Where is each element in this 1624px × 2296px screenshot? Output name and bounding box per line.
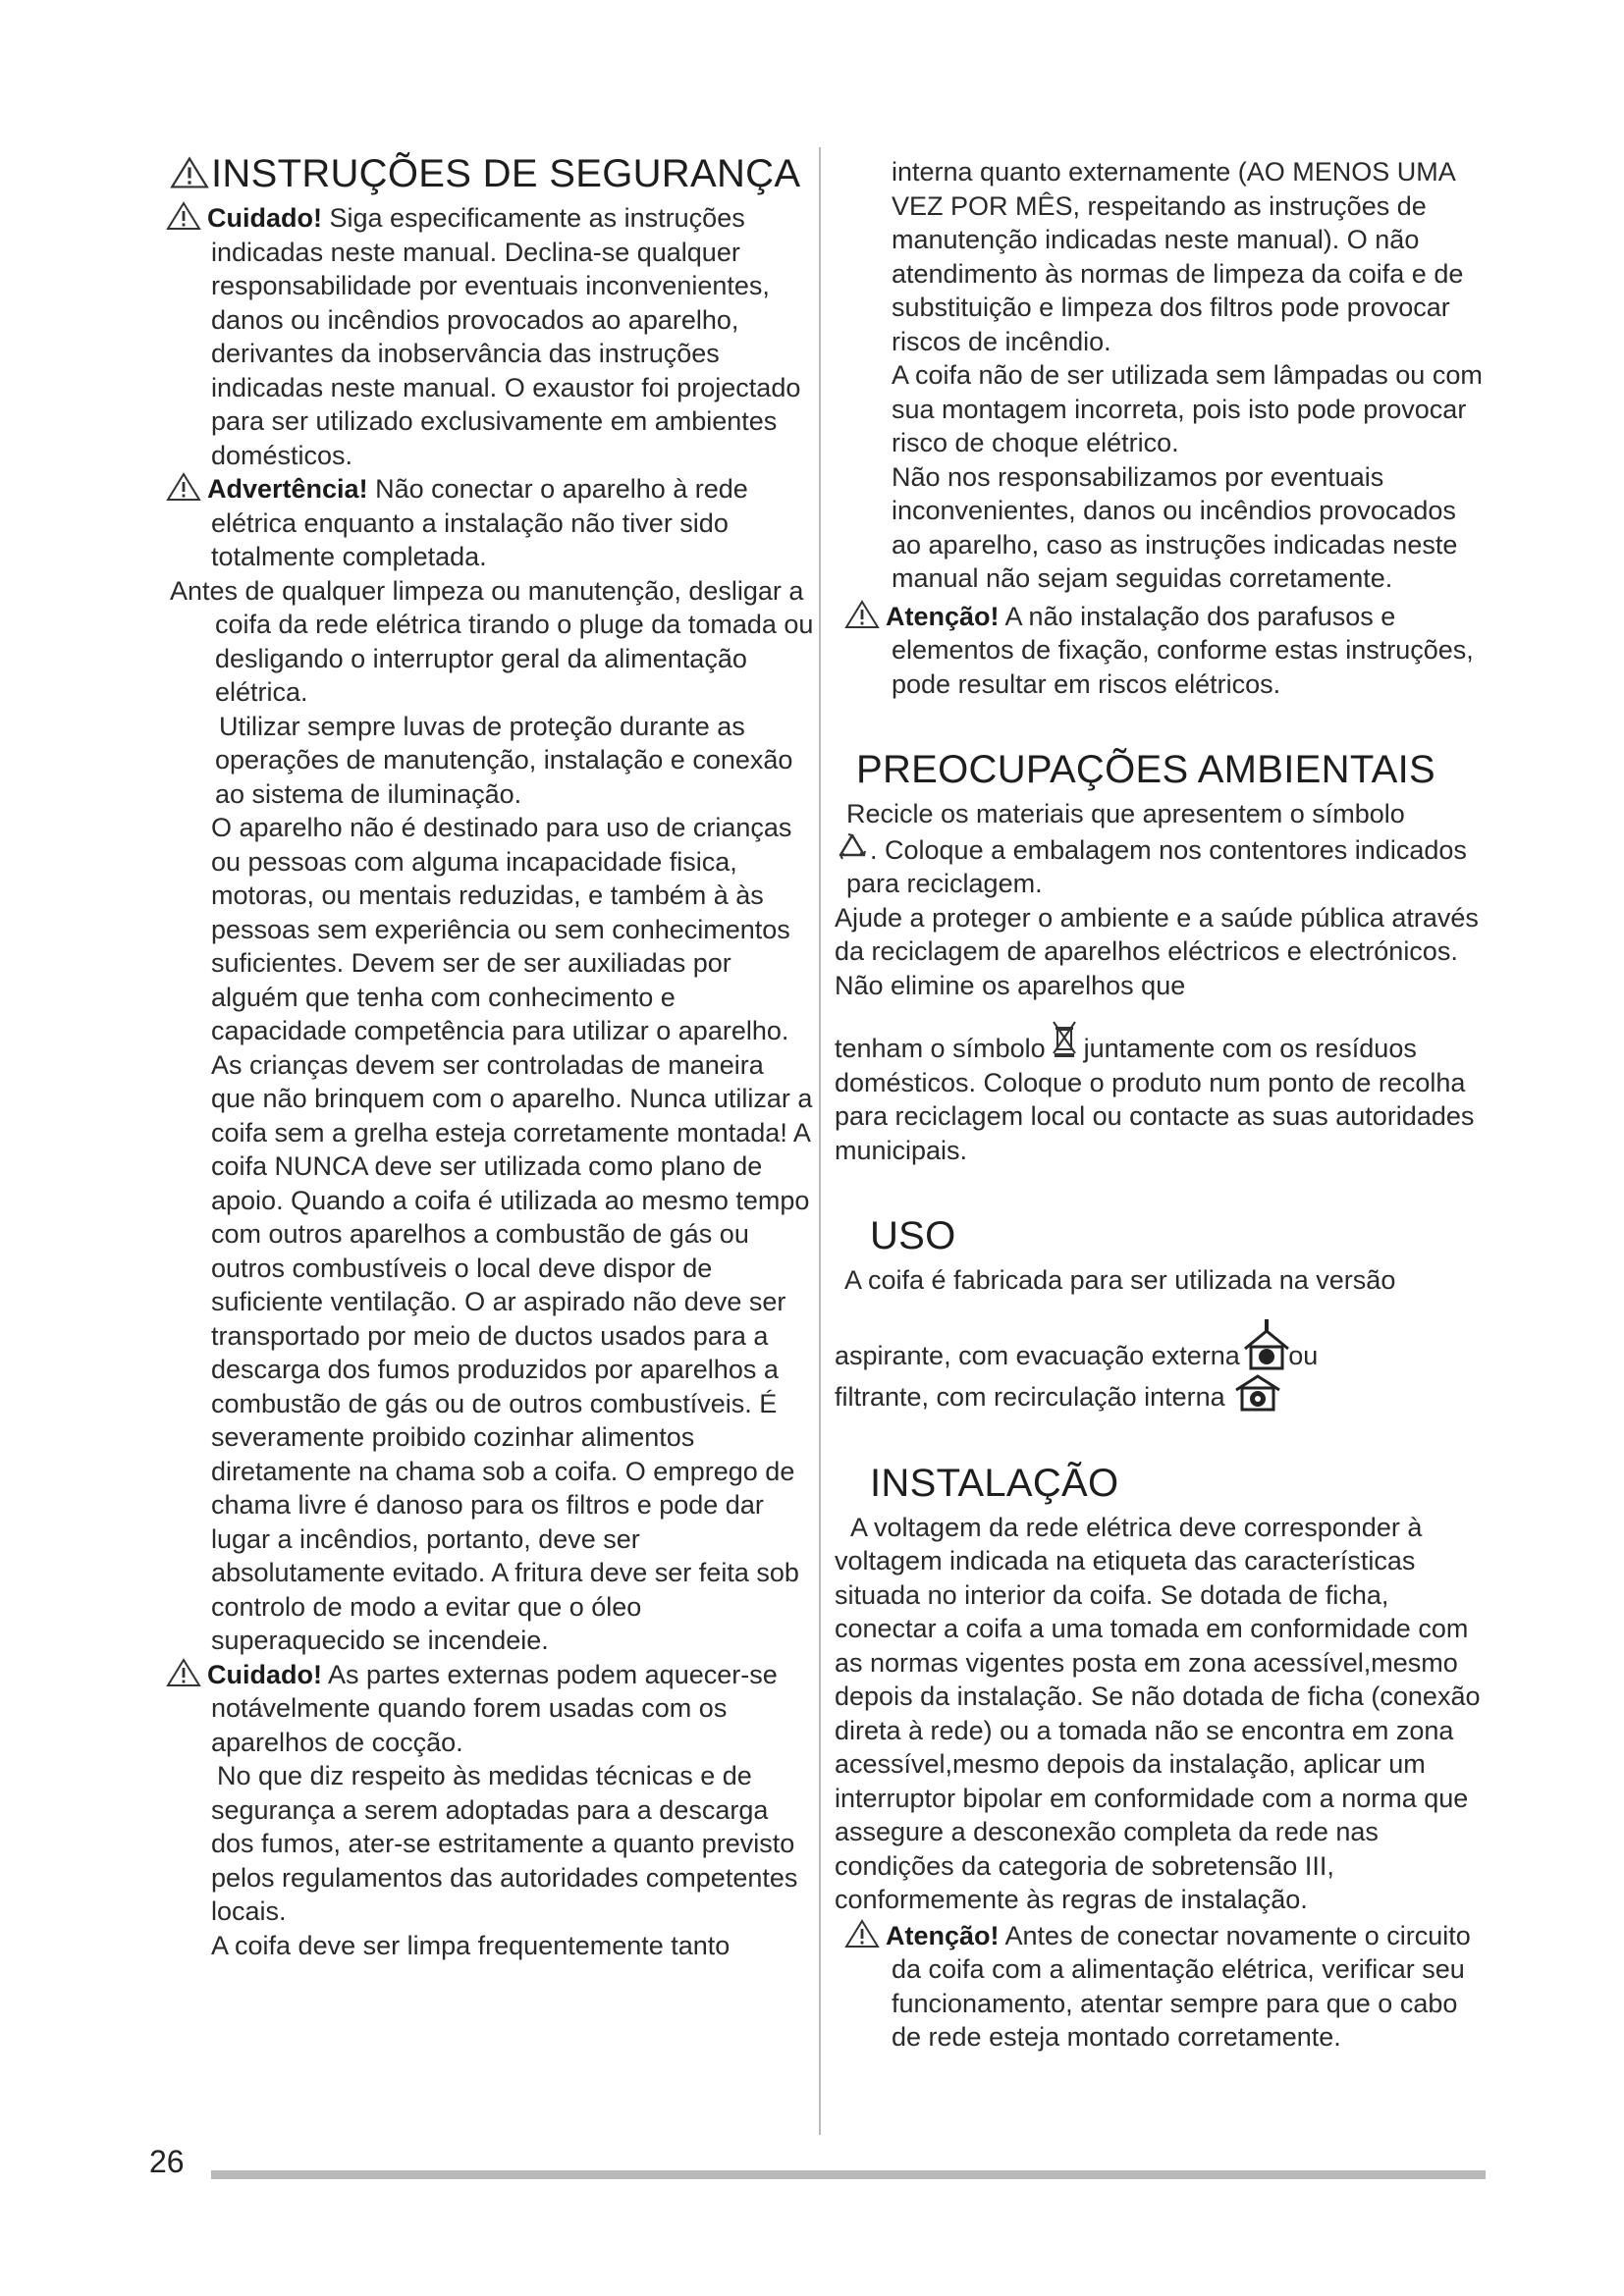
label-cuidado: Cuidado!: [207, 1659, 322, 1689]
atencao-screws-paragraph: [844, 600, 1492, 702]
section-heading-safety: [170, 152, 815, 195]
section-heading-environment: PREOCUPAÇÕES AMBIENTAIS: [856, 748, 1435, 791]
warning-icon: [844, 1919, 880, 1949]
right-column: [835, 155, 1492, 2055]
liability-paragraph: Não nos responsabilizamos por eventuais inconvenientes, danos ou incêndios provocados ao aparelho, caso as instruções indicadas neste manual não sejam seguidas corretamente.: [892, 461, 1458, 593]
warning-icon: [166, 472, 201, 502]
paragraph-text: aspirante, com evacuação externa: [835, 1340, 1240, 1370]
warning-icon: [170, 156, 209, 189]
weee-paragraph: Ajude a proteger o ambiente e a saúde pública através da reciclagem de aparelhos eléctricos e electrónicos. Não elimine os aparelhos que: [835, 902, 1479, 1000]
paragraph-text: . Coloque a embalagem nos contentores indicados para reciclagem.: [846, 834, 1467, 898]
page-number: 26: [149, 2144, 185, 2179]
uso-recirculation: [835, 1372, 1492, 1415]
advertencia-paragraph: [166, 472, 815, 574]
cleaning-continuation: interna quanto externamente (AO MENOS UMA VEZ POR MÊS, respeitando as instruções de manutenção indicadas neste manual). O não atendimento às normas de limpeza da coifa e de substituição e limpeza dos filtros pode provocar riscos de incêndio.: [892, 157, 1464, 356]
crossed-bin-icon: [1051, 1020, 1080, 1059]
label-advertencia: Advertência!: [207, 474, 368, 504]
extraction-mode-icon: [1241, 1319, 1292, 1372]
paragraph-text: tenham o símbolo: [835, 1034, 1046, 1063]
cuidado-hot-paragraph: [166, 1658, 815, 1760]
technical-measures-paragraph: No que diz respeito às medidas técnicas e de segurança a serem adoptadas para a descarga dos fumos, ater-se estritamente a quanto previsto pelos regulamentos das autoridades competentes locais.: [211, 1761, 798, 1926]
section-heading-uso: USO: [870, 1214, 956, 1257]
warning-icon: [844, 600, 880, 629]
section-heading-installation: INSTALAÇÃO: [870, 1461, 1119, 1505]
atencao-install-paragraph: [844, 1919, 1492, 2055]
recycle-icon: [835, 831, 870, 865]
paragraph-text: filtrante, com recirculação interna: [835, 1382, 1225, 1412]
voltage-paragraph: A voltagem da rede elétrica deve corresponder à voltagem indicada na etiqueta das características situada no interior da coifa. Se dotada de ficha, conectar a coifa a uma tomada em conformidade com as normas vigentes posta em zona acessível,mesmo depois da instalação. Se não dotada de ficha (conexão direta à rede) ou a tomada não se encontra em zona acessível,mesmo depois da instalação, aplicar um interruptor bipolar em conformidade com a norma que assegure a desconexão completa da rede nas condições da categoria de sobretensão III, conformemente às regras de instalação.: [835, 1512, 1481, 1914]
column-divider: [819, 147, 821, 2135]
recirculation-mode-icon: [1232, 1372, 1283, 1412]
warning-icon: [166, 201, 201, 231]
uso-paragraph: A coifa é fabricada para ser utilizada na versão: [844, 1265, 1396, 1295]
children-paragraph: O aparelho não é destinado para uso de crianças ou pessoas com alguma incapacidade fisica, motoras, ou mentais reduzidas, e também à às pessoas sem experiência ou sem conhecimentos suficientes. Devem ser de ser auxiliadas por alguém que tenha com conhecimento e capacidade competência para utilizar o aparelho. As crianças devem ser controladas de maneira que não brinquem com o aparelho. Nunca utilizar a coifa sem a grelha esteja corretamente montada! A coifa NUNCA deve ser utilizada como plano de apoio. Quando a coifa é utilizada ao mesmo tempo com outros aparelhos a combustão de gás ou outros combustíveis o local deve dispor de suficiente ventilação. O ar aspirado não deve ser transportado por meio de ductos usados para a descarga dos fumos produzidos por aparelhos a combustão de gás ou de outros combustíveis. É severamente proibido cozinhar alimentos diretamente na chama sob a coifa. O emprego de chama livre é danoso para os filtros e pode dar lugar a incêndios, portanto, deve ser absolutamente evitado. A fritura deve ser feita sob controlo de modo a evitar que o óleo superaquecido se incendeie.: [211, 813, 813, 1655]
warning-icon: [166, 1658, 201, 1687]
lamps-paragraph: A coifa não de ser utilizada sem lâmpadas ou com sua montagem incorreta, pois isto pode provocar risco de choque elétrico.: [892, 360, 1483, 457]
cuidado-paragraph: [166, 201, 815, 472]
cleaning-frequency-paragraph: A coifa deve ser limpa frequentemente tanto: [211, 1930, 731, 1960]
weee-symbol-paragraph: [835, 1020, 1492, 1167]
paragraph-text: Recicle os materiais que apresentem o símbolo: [846, 799, 1405, 828]
paragraph-text: Siga especificamente as instruções indicadas neste manual. Declina-se qualquer responsabilidade por eventuais inconvenientes, danos ou incêndios provocados ao aparelho, derivantes da inobservância das instruções indicadas neste manual. O exaustor foi projectado para ser utilizado exclusivamente em ambientes domésticos.: [211, 203, 801, 470]
paragraph-text: As partes externas podem aquecer-se notávelmente quando forem usadas com os aparelhos de cocção.: [211, 1659, 778, 1757]
label-atencao: Atenção!: [886, 601, 1000, 631]
gloves-paragraph: Utilizar sempre luvas de proteção durante as operações de manutenção, instalação e conexão ao sistema de iluminação.: [215, 711, 793, 809]
cleaning-paragraph: Antes de qualquer limpeza ou manutenção, desligar a coifa da rede elétrica tirando o pluge da tomada ou desligando o interruptor geral da alimentação elétrica.: [170, 575, 814, 707]
label-cuidado: Cuidado!: [207, 203, 322, 233]
label-atencao: Atenção!: [886, 1920, 1000, 1950]
paragraph-text: A não instalação dos parafusos e elementos de fixação, conforme estas instruções, pode resultar em riscos elétricos.: [892, 601, 1474, 699]
uso-extraction: [835, 1319, 1492, 1373]
paragraph-text: ou: [1288, 1340, 1319, 1370]
paragraph-text: Não conectar o aparelho à rede elétrica enquanto a instalação não tiver sido totalmente completada.: [211, 474, 748, 571]
heading-text: INSTRUÇÕES DE SEGURANÇA: [211, 152, 801, 195]
recycle-paragraph: [835, 797, 1492, 901]
left-column: [162, 152, 815, 1962]
footer-bar: [211, 2170, 1486, 2179]
paragraph-text: Antes de conectar novamente o circuito da coifa com a alimentação elétrica, verificar seu funcionamento, atentar sempre para que o cabo de rede esteja montado corretamente.: [892, 1920, 1471, 2052]
paragraph-text: juntamente com os resíduos domésticos. Coloque o produto num ponto de recolha para reciclagem local ou contacte as suas autoridades municipais.: [835, 1034, 1475, 1165]
